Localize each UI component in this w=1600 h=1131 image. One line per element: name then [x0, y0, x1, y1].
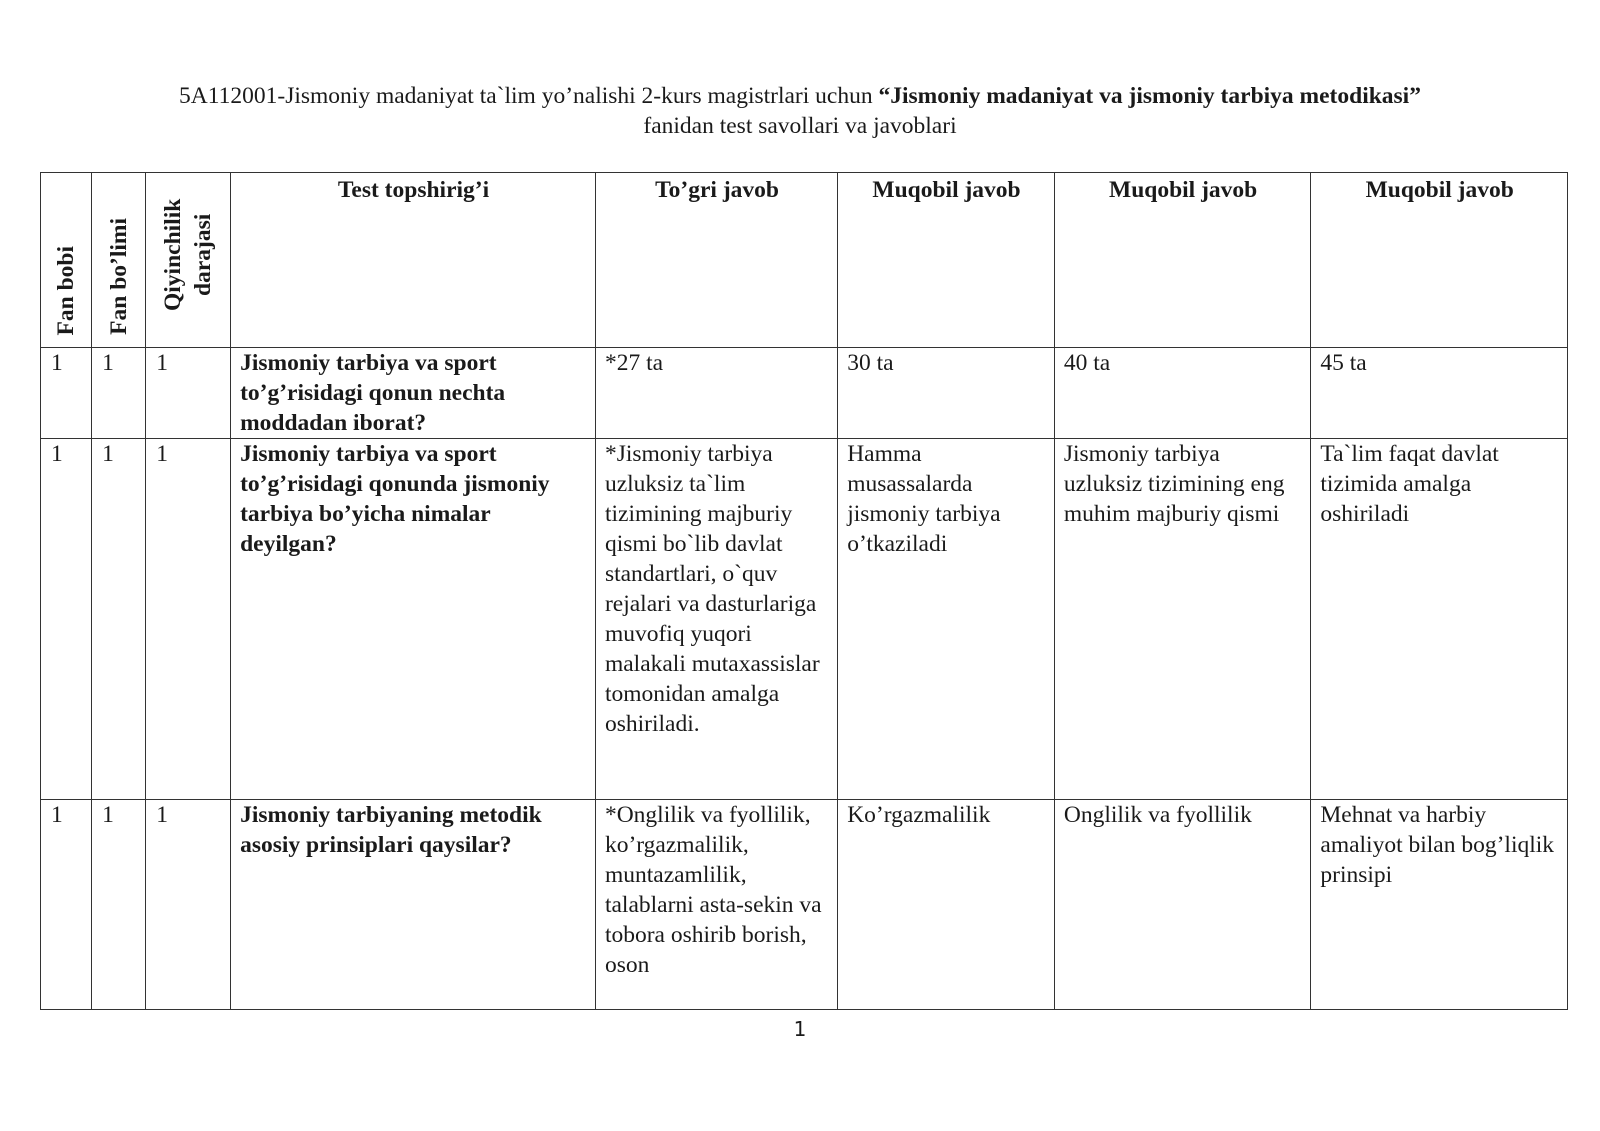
title-line-1 — [40, 81, 1560, 111]
cell-correct-answer: *Jismoniy tarbiya uzluksiz ta`lim tizimining majburiy qismi bo`lib davlat standartlari, o`quv rejalari va dasturlariga muvofiq yuqori malakali mutaxassislar tomonidan amalga oshiriladi. — [595, 439, 837, 800]
cell-correct-answer: *27 ta — [595, 348, 837, 439]
cell-alternative-answer-3: Mehnat va harbiy amaliyot bilan bog’liqlik prinsipi — [1311, 800, 1568, 1010]
header-fan-bolimi: Fan bo’limi — [92, 173, 146, 348]
cell-fan-bobi: 1 — [41, 348, 92, 439]
header-qiyinchilik-darajasi: Qiyinchilik darajasi — [146, 173, 231, 348]
cell-alternative-answer-1: Ko’rgazmalilik — [838, 800, 1055, 1010]
header-muqobil-javob-2: Muqobil javob — [1054, 173, 1311, 348]
cell-alternative-answer-3: 45 ta — [1311, 348, 1568, 439]
cell-fan-bolimi: 1 — [92, 439, 146, 800]
cell-alternative-answer-2: Onglilik va fyollilik — [1054, 800, 1311, 1010]
cell-question: Jismoniy tarbiya va sport to’g’risidagi qonun nechta moddadan iborat? — [231, 348, 596, 439]
cell-question: Jismoniy tarbiyaning metodik asosiy prinsiplari qaysilar? — [231, 800, 596, 1010]
header-row — [41, 173, 1568, 348]
cell-fan-bobi: 1 — [41, 800, 92, 1010]
test-questions-table — [40, 172, 1568, 1010]
course-name: “Jismoniy madaniyat va jismoniy tarbiya metodikasi” — [878, 83, 1421, 109]
cell-alternative-answer-2: 40 ta — [1054, 348, 1311, 439]
page-number: 1 — [793, 1017, 807, 1041]
cell-alternative-answer-1: 30 ta — [838, 348, 1055, 439]
table-row — [41, 800, 1568, 1010]
cell-correct-answer: *Onglilik va fyollilik, ko’rgazmalilik, muntazamlilik, talablarni asta-sekin va tobora oshirib borish, oson — [595, 800, 837, 1010]
title-line-2: fanidan test savollari va javoblari — [643, 113, 957, 139]
cell-qiyinchilik: 1 — [146, 348, 231, 439]
header-fan-bobi: Fan bobi — [41, 173, 92, 348]
cell-fan-bolimi: 1 — [92, 800, 146, 1010]
cell-qiyinchilik: 1 — [146, 800, 231, 1010]
header-muqobil-javob-3: Muqobil javob — [1311, 173, 1568, 348]
header-muqobil-javob-1: Muqobil javob — [838, 173, 1055, 348]
title-prefix: 5A112001-Jismoniy madaniyat ta`lim yo’nalishi 2-kurs magistrlari uchun — [179, 83, 879, 109]
cell-question: Jismoniy tarbiya va sport to’g’risidagi qonunda jismoniy tarbiya bo’yicha nimalar deyilgan? — [231, 439, 596, 800]
document-title — [40, 81, 1560, 141]
table-row — [41, 348, 1568, 439]
header-togri-javob: To’gri javob — [595, 173, 837, 348]
cell-fan-bobi: 1 — [41, 439, 92, 800]
cell-alternative-answer-2: Jismoniy tarbiya uzluksiz tizimining eng muhim majburiy qismi — [1054, 439, 1311, 800]
cell-alternative-answer-3: Ta`lim faqat davlat tizimida amalga oshiriladi — [1311, 439, 1568, 800]
cell-qiyinchilik: 1 — [146, 439, 231, 800]
cell-alternative-answer-1: Hamma musassalarda jismoniy tarbiya o’tkaziladi — [838, 439, 1055, 800]
header-test-topshirigi: Test topshirig’i — [231, 173, 596, 348]
table-row — [41, 439, 1568, 800]
cell-fan-bolimi: 1 — [92, 348, 146, 439]
